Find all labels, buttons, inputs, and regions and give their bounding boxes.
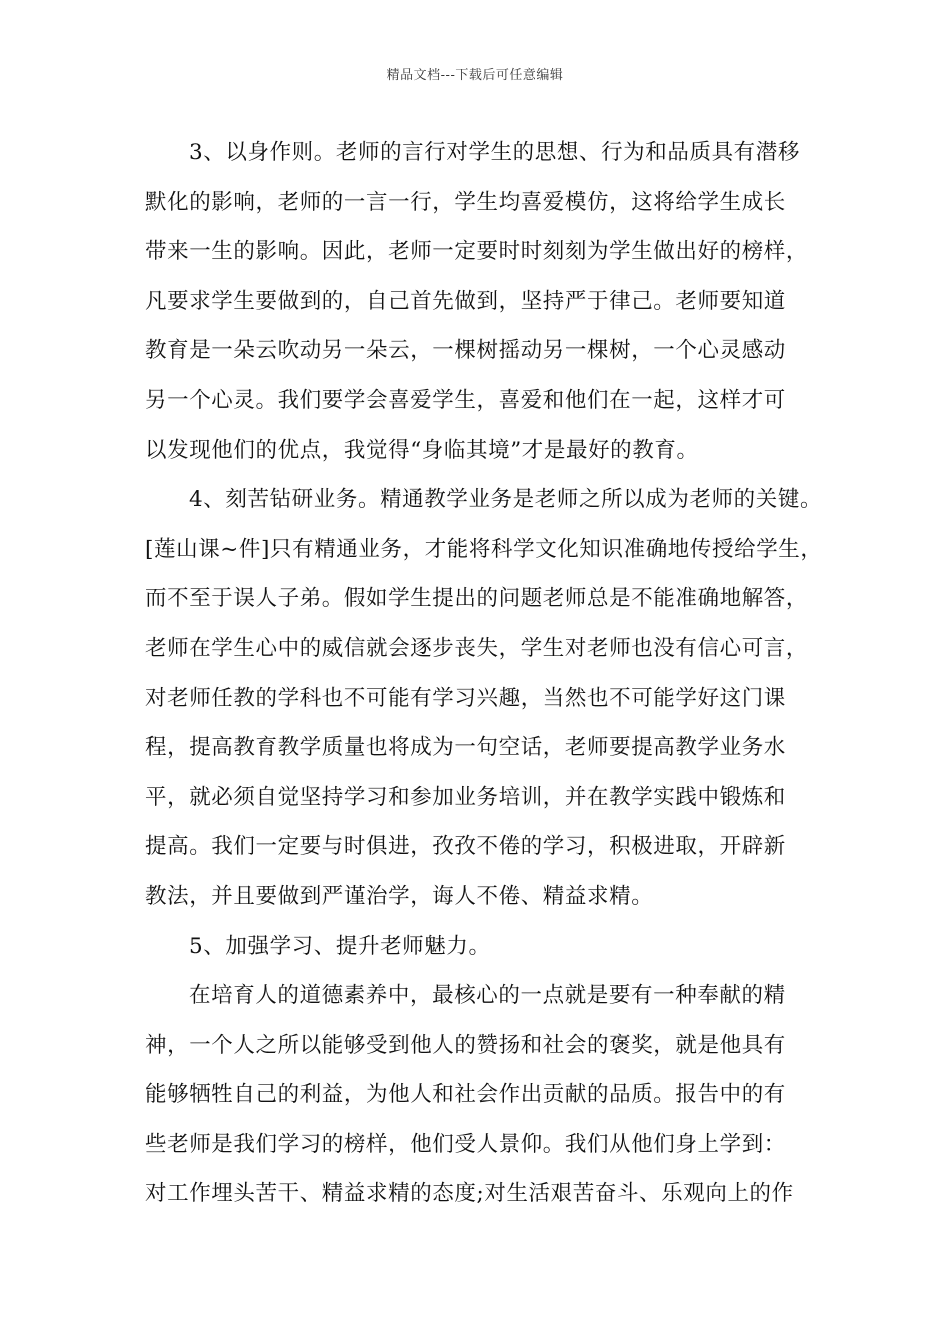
text-line: 提高。我们一定要与时俱进，孜孜不倦的学习，积极进取，开辟新	[145, 834, 786, 860]
text-line: 神，一个人之所以能够受到他人的赞扬和社会的褒奖，就是他具有	[145, 1032, 786, 1058]
text-line: 凡要求学生要做到的，自己首先做到，坚持严于律己。老师要知道	[145, 288, 786, 314]
text-line: 对老师任教的学科也不可能有学习兴趣，当然也不可能学好这门课	[145, 685, 786, 711]
text-line: 在培育人的道德素养中，最核心的一点就是要有一种奉献的精	[189, 983, 786, 1009]
text-line: 教法，并且要做到严谨治学，诲人不倦、精益求精。	[145, 883, 654, 909]
text-line: 以发现他们的优点，我觉得“身临其境”才是最好的教育。	[145, 437, 699, 463]
text-line: 另一个心灵。我们要学会喜爱学生，喜爱和他们在一起，这样才可	[145, 387, 786, 413]
text-line: 默化的影响，老师的一言一行，学生均喜爱模仿，这将给学生成长	[145, 189, 786, 215]
text-line: 能够牺牲自己的利益，为他人和社会作出贡献的品质。报告中的有	[145, 1082, 786, 1108]
text-line: 程，提高教育教学质量也将成为一句空话，老师要提高教学业务水	[145, 735, 786, 761]
paragraph-2	[145, 475, 825, 921]
paragraph-4	[145, 971, 825, 1219]
paragraph-3	[145, 922, 825, 972]
text-line: 老师在学生心中的威信就会逐步丧失，学生对老师也没有信心可言，	[145, 635, 809, 661]
text-line: 平，就必须自觉坚持学习和参加业务培训，并在教学实践中锻炼和	[145, 784, 786, 810]
text-line: 教育是一朵云吹动另一朵云，一棵树摇动另一棵树，一个心灵感动	[145, 338, 786, 364]
text-line: 5、加强学习、提升老师魅力。	[189, 933, 491, 959]
page-header: 精品文档---下载后可任意编辑	[386, 68, 564, 83]
document-body	[145, 128, 825, 1219]
text-line: [莲山课~件]只有精通业务，才能将科学文化知识准确地传授给学生，	[145, 536, 823, 562]
text-line: 3、以身作则。老师的言行对学生的思想、行为和品质具有潜移	[189, 140, 800, 165]
text-line: 对工作埋头苦干、精益求精的态度;对生活艰苦奋斗、乐观向上的作	[145, 1181, 794, 1207]
text-line: 而不至于误人子弟。假如学生提出的问题老师总是不能准确地解答，	[145, 586, 809, 612]
text-line: 些老师是我们学习的榜样，他们受人景仰。我们从他们身上学到：	[145, 1131, 786, 1157]
text-line: 带来一生的影响。因此，老师一定要时时刻刻为学生做出好的榜样，	[145, 239, 809, 265]
paragraph-1	[145, 128, 825, 475]
text-line: 4、刻苦钻研业务。精通教学业务是老师之所以成为老师的关键。	[189, 487, 823, 513]
